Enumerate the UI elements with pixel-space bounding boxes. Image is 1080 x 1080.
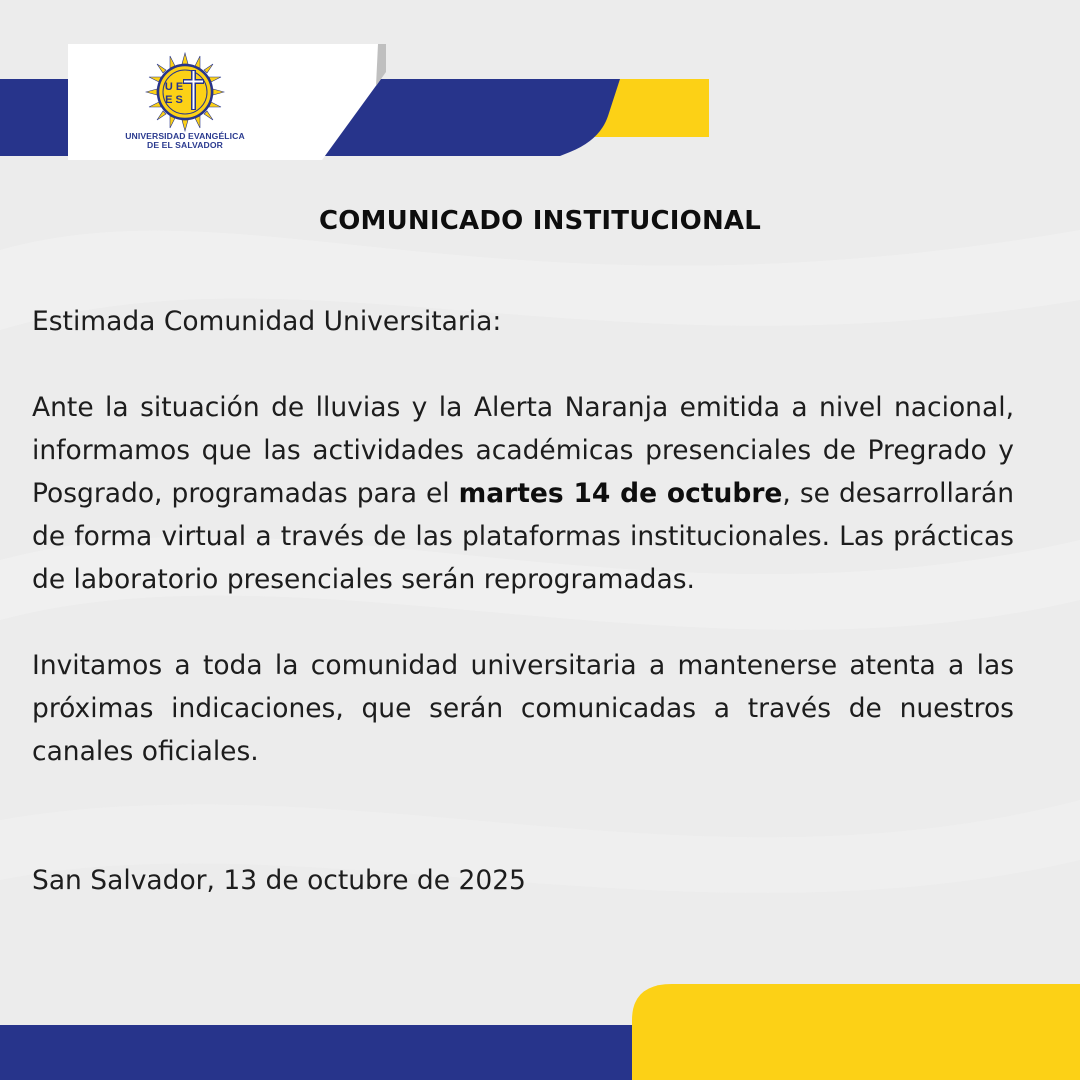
- paragraph-1-date-highlight: martes 14 de octubre: [458, 478, 783, 509]
- logo-letters-top: U E: [164, 81, 184, 93]
- document-body: [32, 300, 1014, 902]
- paragraph-1-rest: , se desarrollarán de forma virtual a través de las plataformas institucionales. Las prácticas de laboratorio presenciales serán reprogramadas.: [32, 478, 1015, 595]
- paragraph-1: [32, 386, 1014, 601]
- footer-yellow-block: [632, 984, 1080, 1080]
- paragraph-1-intro: Ante la situación de lluvias y la Alerta Naranja emitida a nivel nacional, informamos que las actividades académicas presenciales de Pregrado y Posgrado, programadas para el: [32, 392, 1014, 509]
- logo-line-2: DE EL SALVADOR: [147, 140, 223, 150]
- footer-band: [0, 980, 1080, 1080]
- greeting: Estimada Comunidad Universitaria:: [32, 306, 502, 337]
- signoff-date: San Salvador, 13 de octubre de 2025: [32, 865, 526, 896]
- university-seal-icon: [145, 52, 225, 132]
- logo-letters-bottom: E S: [165, 94, 183, 106]
- page-title: COMUNICADO INSTITUCIONAL: [318, 206, 762, 236]
- logo-line-1: UNIVERSIDAD EVANGÉLICA: [125, 131, 245, 141]
- paragraph-2: Invitamos a toda la comunidad universitaria a mantenerse atenta a las próximas indicaciones, que serán comunicadas a través de nuestros canales oficiales.: [32, 650, 1014, 767]
- footer-navy-stripe: [0, 1025, 660, 1080]
- university-logo: [110, 52, 260, 160]
